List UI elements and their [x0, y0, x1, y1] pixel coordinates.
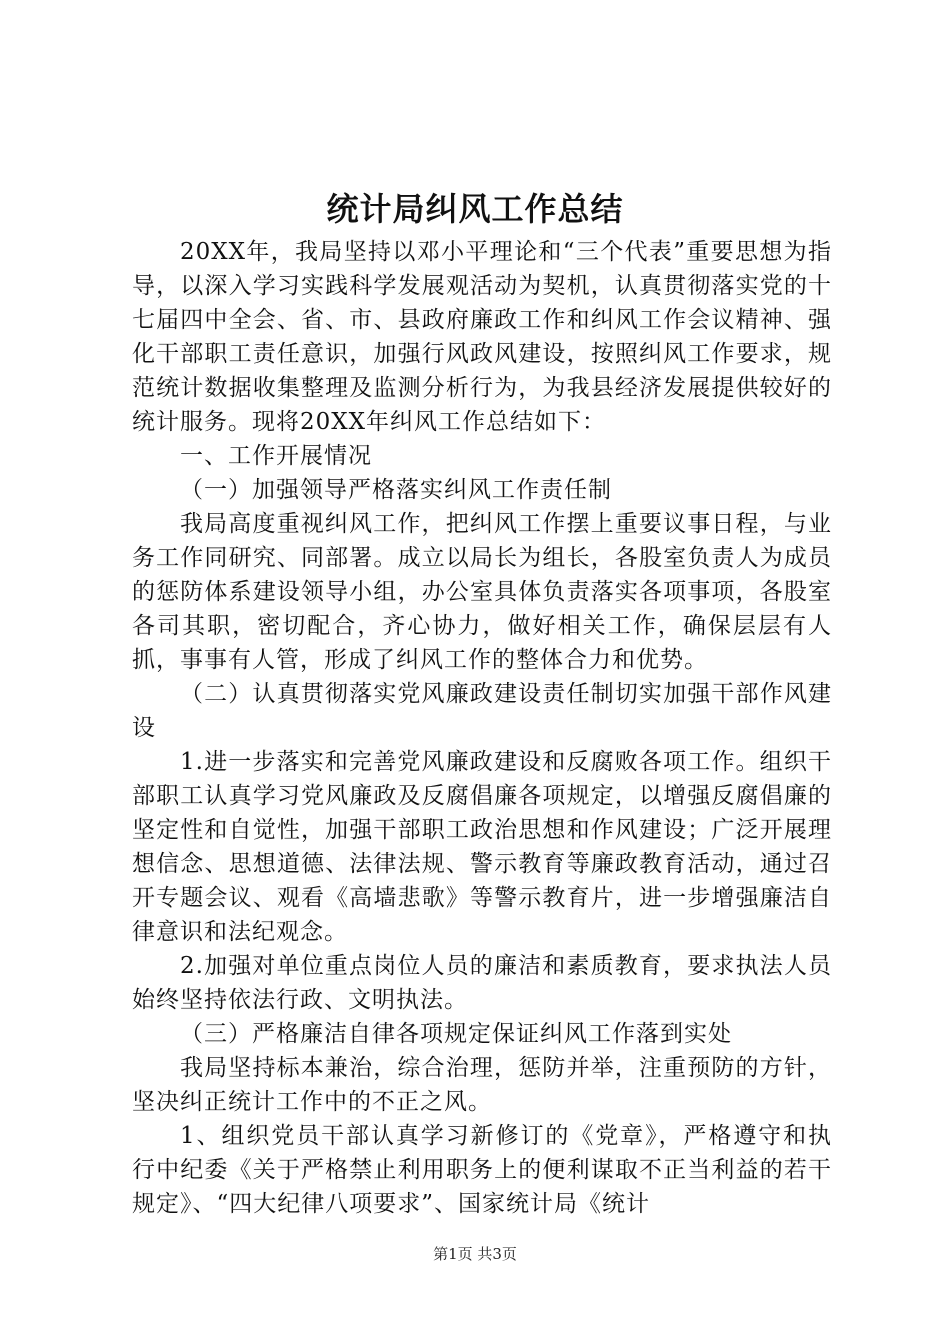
paragraph-1: 我局高度重视纠风工作，把纠风工作摆上重要议事日程，与业务工作同研究、同部署。成立以局长为组长，各股室负责人为成员的惩防体系建设领导小组，办公室具体负责落实各项事项，各股室各司其职，密切配合，齐心协力，做好相关工作，确保层层有人抓，事事有人管，形成了纠风工作的整体合力和优势。: [132, 511, 832, 673]
paragraph-3: 2.加强对单位重点岗位人员的廉洁和素质教育，要求执法人员始终坚持依法行政、文明执法。: [132, 953, 832, 1013]
paragraph-5: 1、组织党员干部认真学习新修订的《党章》，严格遵守和执行中纪委《关于严格禁止利用职务上的便利谋取不正当利益的若干规定》、“四大纪律八项要求”、国家统计局《统计: [132, 1123, 832, 1217]
subsection-heading-3: （三）严格廉洁自律各项规定保证纠风工作落到实处: [180, 1021, 732, 1047]
paragraph-2: 1.进一步落实和完善党风廉政建设和反腐败各项工作。组织干部职工认真学习党风廉政及反腐倡廉各项规定，以增强反腐倡廉的坚定性和自觉性，加强干部职工政治思想和作风建设；广泛开展理想信念、思想道德、法律法规、警示教育等廉政教育活动，通过召开专题会议、观看《高墙悲歌》等警示教育片，进一步增强廉洁自律意识和法纪观念。: [132, 749, 832, 945]
document-title: 统计局纠风工作总结: [326, 190, 624, 228]
page-footer: 第1页 共3页: [433, 1245, 517, 1263]
paragraph-intro: 20XX年，我局坚持以邓小平理论和“三个代表”重要思想为指导，以深入学习实践科学发展观活动为契机，认真贯彻落实党的十七届四中全会、省、市、县政府廉政工作和纠风工作会议精神、强化干部职工责任意识，加强行风政风建设，按照纠风工作要求，规范统计数据收集整理及监测分析行为，为我县经济发展提供较好的统计服务。现将20XX年纠风工作总结如下：: [132, 239, 832, 435]
subsection-heading-1: （一）加强领导严格落实纠风工作责任制: [180, 477, 612, 503]
paragraph-4: 我局坚持标本兼治，综合治理，惩防并举，注重预防的方针，坚决纠正统计工作中的不正之风。: [132, 1055, 832, 1115]
subsection-heading-2: （二）认真贯彻落实党风廉政建设责任制切实加强干部作风建设: [132, 681, 832, 741]
section-heading-1: 一、工作开展情况: [180, 443, 372, 469]
document-body: [132, 235, 832, 1221]
